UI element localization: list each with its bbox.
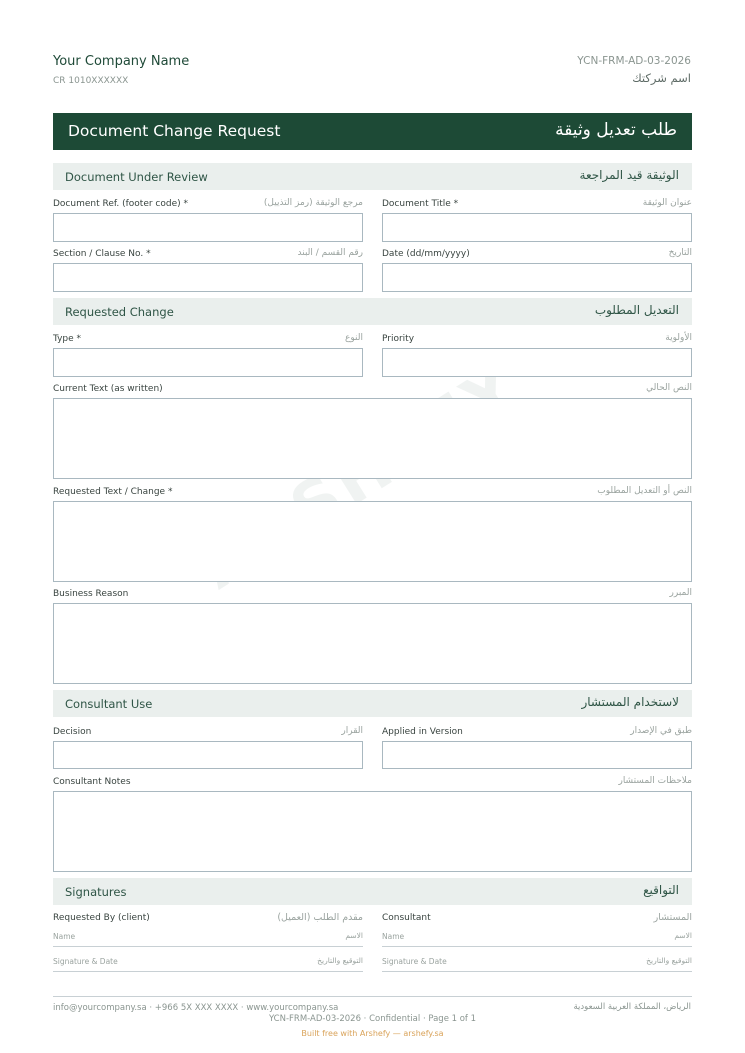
field-label-arabic: التاريخ (668, 248, 692, 258)
company-name: Your Company Name (53, 54, 190, 69)
signature-party-label: Consultant (382, 913, 431, 923)
priority-field (382, 334, 692, 377)
section-title: Document Under Review (65, 170, 208, 184)
footer-brand-link[interactable]: Built free with Arshefy — arshefy.sa (301, 1029, 444, 1038)
section-title-arabic: لاستخدام المستشار (581, 695, 679, 709)
signature-party-label-arabic: المستشار (653, 912, 692, 923)
field-label: Document Ref. (footer code) * (53, 199, 189, 209)
signature-party-label: Requested By (client) (53, 913, 150, 923)
name-line[interactable] (382, 931, 692, 947)
priority-input[interactable] (382, 348, 692, 377)
current-text-field (53, 384, 692, 479)
type-input[interactable] (53, 348, 363, 377)
signature-party-label-arabic: مقدم الطلب (العميل) (277, 912, 363, 923)
form-title-arabic: طلب تعديل وثيقة (555, 120, 677, 140)
section-header-requested-change (53, 298, 692, 325)
field-label: Decision (53, 727, 92, 737)
field-label-arabic: النص أو التعديل المطلوب (597, 486, 692, 496)
decision-input[interactable] (53, 741, 363, 769)
name-line[interactable] (53, 931, 363, 947)
signature-date-label: Signature & Date (382, 957, 447, 966)
date-field (382, 249, 692, 292)
field-label-arabic: ملاحظات المستشار (618, 776, 692, 786)
field-label: Applied in Version (382, 727, 463, 737)
field-label-arabic: النص الحالي (646, 383, 692, 393)
footer-address-arabic: الرياض، المملكة العربية السعودية (573, 1002, 691, 1012)
title-bar (53, 113, 692, 150)
field-label: Consultant Notes (53, 777, 131, 787)
document-ref-input[interactable] (53, 213, 363, 242)
section-title-arabic: الوثيقة قيد المراجعة (579, 168, 679, 182)
current-text-textarea[interactable] (53, 398, 692, 479)
section-header-document-under-review (53, 163, 692, 190)
field-label-arabic: الأولوية (665, 333, 692, 343)
section-clause-field (53, 249, 363, 292)
name-label: Name (53, 932, 76, 941)
requested-text-textarea[interactable] (53, 501, 692, 582)
signature-date-label-arabic: التوقيع والتاريخ (317, 956, 363, 965)
field-label-arabic: رقم القسم / البند (297, 248, 363, 258)
field-label: Section / Clause No. * (53, 249, 151, 259)
applied-version-input[interactable] (382, 741, 692, 769)
section-title-arabic: التواقيع (643, 883, 679, 897)
section-clause-input[interactable] (53, 263, 363, 292)
date-input[interactable] (382, 263, 692, 292)
field-label-arabic: النوع (345, 333, 363, 343)
section-title-arabic: التعديل المطلوب (594, 303, 679, 317)
field-label: Current Text (as written) (53, 384, 163, 394)
consultant-notes-field (53, 777, 692, 872)
business-reason-textarea[interactable] (53, 603, 692, 684)
field-label: Date (dd/mm/yyyy) (382, 249, 470, 259)
footer-meta: YCN-FRM-AD-03-2026 · Confidential · Page 1 of 1 (268, 1014, 477, 1024)
name-label: Name (382, 932, 405, 941)
signature-date-label-arabic: التوقيع والتاريخ (646, 956, 692, 965)
section-header-consultant-use (53, 690, 692, 717)
section-header-signatures (53, 878, 692, 905)
name-label-arabic: الاسم (345, 931, 363, 940)
field-label: Business Reason (53, 589, 129, 599)
section-title: Requested Change (65, 305, 174, 319)
signature-block-requested-by (53, 913, 363, 976)
field-label: Document Title * (382, 199, 459, 209)
form-title: Document Change Request (68, 122, 281, 140)
type-field (53, 334, 363, 377)
applied-version-field (382, 727, 692, 769)
field-label-arabic: القرار (341, 726, 363, 736)
field-label-arabic: مرجع الوثيقة (رمز التذييل) (263, 198, 363, 208)
document-code: YCN-FRM-AD-03-2026 (577, 55, 691, 67)
section-title: Consultant Use (65, 697, 153, 711)
requested-text-field (53, 487, 692, 582)
signature-date-label: Signature & Date (53, 957, 118, 966)
document-title-field (382, 199, 692, 242)
section-title: Signatures (65, 885, 127, 899)
name-label-arabic: الاسم (674, 931, 692, 940)
company-name-arabic: اسم شركتك (632, 71, 691, 85)
field-label-arabic: المبرر (669, 588, 692, 598)
field-label: Requested Text / Change * (53, 487, 173, 497)
decision-field (53, 727, 363, 769)
field-label: Type * (53, 334, 82, 344)
signature-block-consultant (382, 913, 692, 976)
company-cr-number: CR 1010XXXXXX (53, 76, 129, 86)
consultant-notes-textarea[interactable] (53, 791, 692, 872)
footer-divider (53, 996, 692, 997)
field-label-arabic: عنوان الوثيقة (642, 198, 692, 208)
document-ref-field (53, 199, 363, 242)
field-label-arabic: طبق في الإصدار (630, 726, 692, 736)
footer-contact: info@yourcompany.sa · +966 5X XXX XXXX · www.yourcompany.sa (53, 1003, 339, 1013)
business-reason-field (53, 589, 692, 684)
document-title-input[interactable] (382, 213, 692, 242)
signature-date-line[interactable] (53, 956, 363, 972)
signature-date-line[interactable] (382, 956, 692, 972)
field-label: Priority (382, 334, 415, 344)
